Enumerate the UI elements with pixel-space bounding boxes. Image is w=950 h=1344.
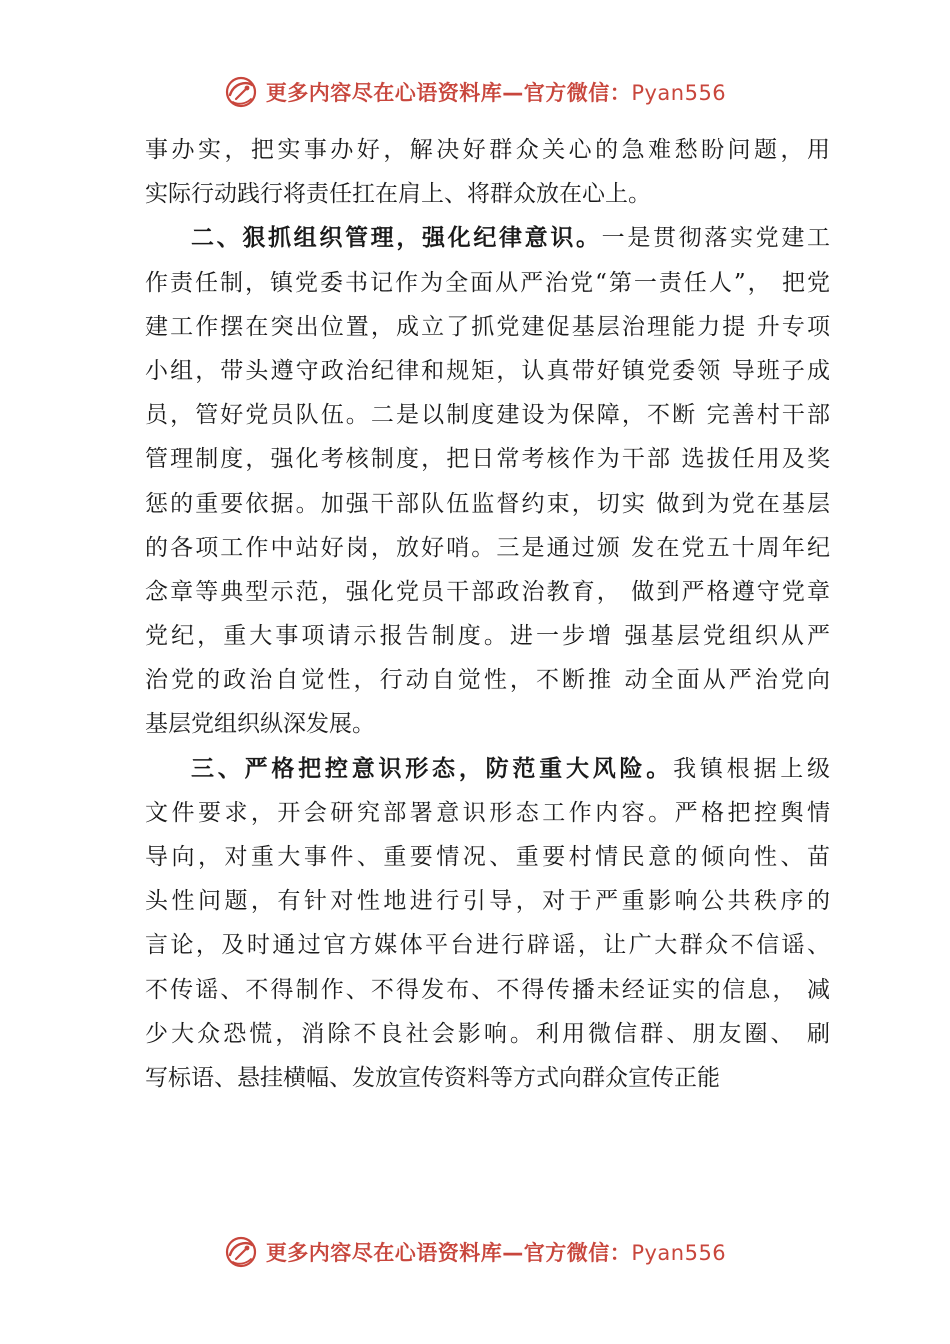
text-line: 写标语、悬挂横幅、发放宣传资料等方式向群众宣传正能 [145, 1064, 720, 1091]
text-line: 文件要求，开会研究部署意识形态工作内容。严格把控舆情 [145, 799, 830, 826]
text-line: 实际行动践行将责任扛在肩上、将群众放在心上。 [145, 181, 651, 208]
text-line: 党纪，重大事项请示报告制度。进一步增 强基层党组织从严 [145, 623, 830, 650]
text-line: 导向，对重大事件、重要情况、重要村情民意的倾向性、苗 [145, 844, 830, 870]
text-line: 头性问题，有针对性地进行引导，对于严重影响公共秩序的 [145, 888, 830, 915]
section-heading: 二、狠抓组织管理，强化纪律意识。 [191, 224, 602, 252]
library-logo-icon [224, 75, 258, 109]
text-line: 的各项工作中站好岗，放好哨。三是通过颁 发在党五十周年纪 [145, 534, 830, 561]
header-watermark [0, 72, 950, 112]
watermark-text: 更多内容尽在心语资料库—官方微信：Pyan556 [265, 81, 727, 105]
paragraph-text: 我镇根据上级 [673, 755, 830, 782]
text-line: 少大众恐慌，消除不良社会影响。利用微信群、朋友圈、 刷 [145, 1020, 830, 1047]
watermark-text: 更多内容尽在心语资料库—官方微信：Pyan556 [265, 1241, 727, 1265]
text-line: 建工作摆在突出位置，成立了抓党建促基层治理能力提 升专项 [145, 313, 830, 340]
text-line: 言论，及时通过官方媒体平台进行辟谣，让广大群众不信谣、 [145, 932, 830, 959]
text-line: 员，管好党员队伍。二是以制度建设为保障，不断 完善村干部 [145, 402, 830, 429]
text-line: 念章等典型示范，强化党员干部政治教育， 做到严格遵守党章 [145, 578, 830, 605]
text-line: 基层党组织纵深发展。 [145, 711, 375, 738]
text-line: 治党的政治自觉性，行动自觉性，不断推 动全面从严治党向 [145, 667, 830, 694]
footer-watermark [0, 1232, 950, 1272]
paragraph-first-line [145, 216, 830, 260]
library-logo-icon [224, 1235, 258, 1269]
text-line: 事办实，把实事办好，解决好群众关心的急难愁盼问题，用 [145, 137, 830, 163]
paragraph-first-line [145, 747, 830, 791]
section-heading: 三、严格把控意识形态，防范重大风险。 [191, 754, 674, 782]
text-line: 作责任制，镇党委书记作为全面从严治党“第一责任人”， 把党 [145, 269, 830, 296]
text-line: 不传谣、不得制作、不得发布、不得传播未经证实的信息， 减 [145, 976, 830, 1003]
text-line: 管理制度，强化考核制度，把日常考核作为干部 选拔任用及奖 [145, 446, 830, 473]
text-line: 小组，带头遵守政治纪律和规矩，认真带好镇党委领 导班子成 [145, 357, 830, 384]
document-body [145, 128, 830, 1100]
text-line: 惩的重要依据。加强干部队伍监督约束，切实 做到为党在基层 [145, 490, 830, 517]
paragraph-text: 一是贯彻落实党建工 [601, 225, 830, 252]
